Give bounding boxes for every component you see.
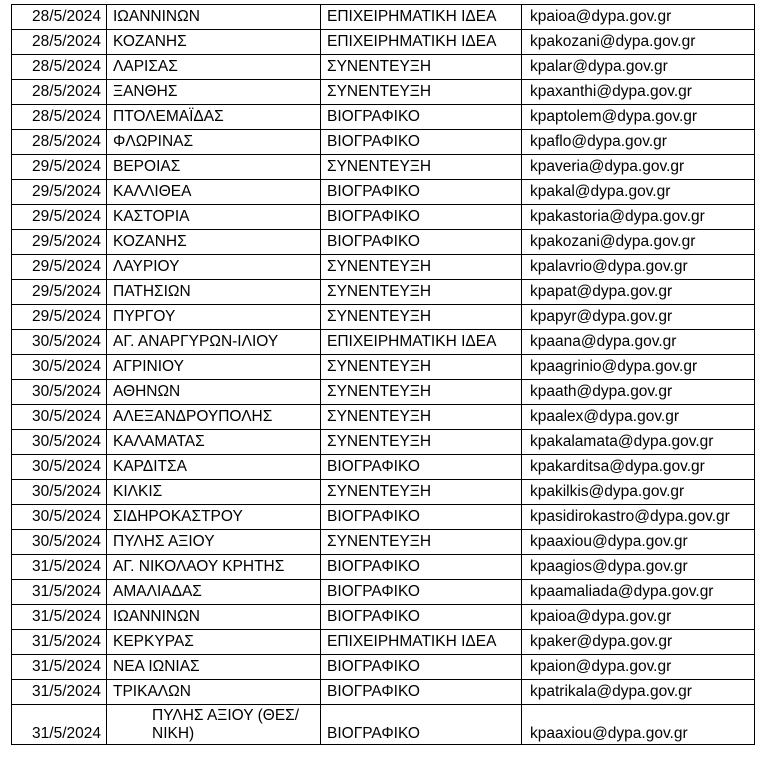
type-cell: ΒΙΟΓΡΑΦΙΚΟ: [321, 505, 522, 530]
type-cell: ΕΠΙΧΕΙΡΗΜΑΤΙΚΗ ΙΔΕΑ: [321, 630, 522, 655]
email-cell: kpaioa@dypa.gov.gr: [522, 5, 755, 30]
email-cell: kpalar@dypa.gov.gr: [522, 55, 755, 80]
office-cell: ΑΓ. ΝΙΚΟΛΑΟΥ ΚΡΗΤΗΣ: [107, 555, 321, 580]
date-cell: 29/5/2024: [12, 155, 107, 180]
email-cell: kpaflo@dypa.gov.gr: [522, 130, 755, 155]
date-cell: 31/5/2024: [12, 655, 107, 680]
office-cell: ΞΑΝΘΗΣ: [107, 80, 321, 105]
date-cell: 29/5/2024: [12, 255, 107, 280]
type-cell: ΣΥΝΕΝΤΕΥΞΗ: [321, 380, 522, 405]
table-row: [12, 655, 755, 680]
table-row: [12, 130, 755, 155]
email-cell: kpaagrinio@dypa.gov.gr: [522, 355, 755, 380]
table-row: [12, 630, 755, 655]
email-cell: kpakozani@dypa.gov.gr: [522, 30, 755, 55]
office-cell: ΑΘΗΝΩΝ: [107, 380, 321, 405]
date-cell: 28/5/2024: [12, 80, 107, 105]
office-cell: ΠΤΟΛΕΜΑΪΔΑΣ: [107, 105, 321, 130]
type-cell: ΕΠΙΧΕΙΡΗΜΑΤΙΚΗ ΙΔΕΑ: [321, 30, 522, 55]
table-row: [12, 180, 755, 205]
type-cell: ΕΠΙΧΕΙΡΗΜΑΤΙΚΗ ΙΔΕΑ: [321, 5, 522, 30]
table-row: [12, 255, 755, 280]
office-cell: ΑΓΡΙΝΙΟΥ: [107, 355, 321, 380]
date-cell: 29/5/2024: [12, 230, 107, 255]
type-cell: ΣΥΝΕΝΤΕΥΞΗ: [321, 430, 522, 455]
type-cell: ΒΙΟΓΡΑΦΙΚΟ: [321, 205, 522, 230]
office-cell: ΚΙΛΚΙΣ: [107, 480, 321, 505]
type-cell: ΣΥΝΕΝΤΕΥΞΗ: [321, 305, 522, 330]
email-cell: kpaana@dypa.gov.gr: [522, 330, 755, 355]
type-cell: ΣΥΝΕΝΤΕΥΞΗ: [321, 55, 522, 80]
date-cell: 28/5/2024: [12, 130, 107, 155]
email-cell: kpapyr@dypa.gov.gr: [522, 305, 755, 330]
date-cell: 31/5/2024: [12, 630, 107, 655]
date-cell: 29/5/2024: [12, 280, 107, 305]
office-cell: ΛΑΥΡΙΟΥ: [107, 255, 321, 280]
table-row: [12, 405, 755, 430]
table-row: [12, 355, 755, 380]
table-row: [12, 430, 755, 455]
type-cell: ΣΥΝΕΝΤΕΥΞΗ: [321, 155, 522, 180]
office-cell: ΚΕΡΚΥΡΑΣ: [107, 630, 321, 655]
date-cell: 29/5/2024: [12, 180, 107, 205]
office-cell: ΠΥΛΗΣ ΑΞΙΟΥ: [107, 530, 321, 555]
office-cell: ΛΑΡΙΣΑΣ: [107, 55, 321, 80]
type-cell: ΒΙΟΓΡΑΦΙΚΟ: [321, 580, 522, 605]
table-row: [12, 705, 755, 745]
table-row: [12, 5, 755, 30]
type-cell: ΒΙΟΓΡΑΦΙΚΟ: [321, 455, 522, 480]
email-cell: kpaamaliada@dypa.gov.gr: [522, 580, 755, 605]
table-row: [12, 305, 755, 330]
type-cell: ΒΙΟΓΡΑΦΙΚΟ: [321, 180, 522, 205]
date-cell: 30/5/2024: [12, 380, 107, 405]
office-cell: ΚΑΛΛΙΘΕΑ: [107, 180, 321, 205]
type-cell: ΒΙΟΓΡΑΦΙΚΟ: [321, 230, 522, 255]
type-cell: ΒΙΟΓΡΑΦΙΚΟ: [321, 705, 522, 745]
table-row: [12, 605, 755, 630]
table-row: [12, 80, 755, 105]
type-cell: ΣΥΝΕΝΤΕΥΞΗ: [321, 280, 522, 305]
date-cell: 28/5/2024: [12, 105, 107, 130]
type-cell: ΕΠΙΧΕΙΡΗΜΑΤΙΚΗ ΙΔΕΑ: [321, 330, 522, 355]
email-cell: kpakastoria@dypa.gov.gr: [522, 205, 755, 230]
email-cell: kpaaxiou@dypa.gov.gr: [522, 530, 755, 555]
email-cell: kpaptolem@dypa.gov.gr: [522, 105, 755, 130]
email-cell: kpaalex@dypa.gov.gr: [522, 405, 755, 430]
type-cell: ΒΙΟΓΡΑΦΙΚΟ: [321, 130, 522, 155]
date-cell: 28/5/2024: [12, 5, 107, 30]
office-cell: ΚΟΖΑΝΗΣ: [107, 30, 321, 55]
date-cell: 31/5/2024: [12, 555, 107, 580]
table-row: [12, 280, 755, 305]
date-cell: 29/5/2024: [12, 305, 107, 330]
type-cell: ΒΙΟΓΡΑΦΙΚΟ: [321, 680, 522, 705]
table-row: [12, 455, 755, 480]
schedule-table: [11, 4, 755, 745]
date-cell: 29/5/2024: [12, 205, 107, 230]
email-cell: kpakalamata@dypa.gov.gr: [522, 430, 755, 455]
office-cell: ΠΥΡΓΟΥ: [107, 305, 321, 330]
type-cell: ΣΥΝΕΝΤΕΥΞΗ: [321, 255, 522, 280]
table-row: [12, 55, 755, 80]
table-row: [12, 105, 755, 130]
date-cell: 31/5/2024: [12, 680, 107, 705]
office-cell: ΑΛΕΞΑΝΔΡΟΥΠΟΛΗΣ: [107, 405, 321, 430]
office-cell: ΣΙΔΗΡΟΚΑΣΤΡΟΥ: [107, 505, 321, 530]
table-row: [12, 680, 755, 705]
email-cell: kpaveria@dypa.gov.gr: [522, 155, 755, 180]
email-cell: kpalavrio@dypa.gov.gr: [522, 255, 755, 280]
type-cell: ΣΥΝΕΝΤΕΥΞΗ: [321, 355, 522, 380]
date-cell: 28/5/2024: [12, 30, 107, 55]
email-cell: kpaker@dypa.gov.gr: [522, 630, 755, 655]
email-cell: kpakilkis@dypa.gov.gr: [522, 480, 755, 505]
date-cell: 30/5/2024: [12, 430, 107, 455]
table-row: [12, 530, 755, 555]
office-cell: ΚΑΡΔΙΤΣΑ: [107, 455, 321, 480]
office-cell: ΙΩΑΝΝΙΝΩΝ: [107, 605, 321, 630]
office-cell: ΚΑΣΤΟΡΙΑ: [107, 205, 321, 230]
office-cell: ΦΛΩΡΙΝΑΣ: [107, 130, 321, 155]
type-cell: ΒΙΟΓΡΑΦΙΚΟ: [321, 105, 522, 130]
type-cell: ΣΥΝΕΝΤΕΥΞΗ: [321, 405, 522, 430]
email-cell: kpaaxiou@dypa.gov.gr: [522, 705, 755, 745]
table-row: [12, 155, 755, 180]
type-cell: ΣΥΝΕΝΤΕΥΞΗ: [321, 530, 522, 555]
date-cell: 30/5/2024: [12, 530, 107, 555]
office-cell: ΑΜΑΛΙΑΔΑΣ: [107, 580, 321, 605]
date-cell: 31/5/2024: [12, 580, 107, 605]
email-cell: kpaxanthi@dypa.gov.gr: [522, 80, 755, 105]
table-row: [12, 30, 755, 55]
date-cell: 30/5/2024: [12, 505, 107, 530]
schedule-sheet: [11, 4, 755, 745]
office-cell: ΙΩΑΝΝΙΝΩΝ: [107, 5, 321, 30]
date-cell: 30/5/2024: [12, 330, 107, 355]
type-cell: ΒΙΟΓΡΑΦΙΚΟ: [321, 655, 522, 680]
email-cell: kpakarditsa@dypa.gov.gr: [522, 455, 755, 480]
email-cell: kpaath@dypa.gov.gr: [522, 380, 755, 405]
type-cell: ΒΙΟΓΡΑΦΙΚΟ: [321, 605, 522, 630]
date-cell: 30/5/2024: [12, 355, 107, 380]
type-cell: ΣΥΝΕΝΤΕΥΞΗ: [321, 480, 522, 505]
office-cell: ΒΕΡΟΙΑΣ: [107, 155, 321, 180]
office-cell: ΚΑΛΑΜΑΤΑΣ: [107, 430, 321, 455]
email-cell: kpaion@dypa.gov.gr: [522, 655, 755, 680]
type-cell: ΒΙΟΓΡΑΦΙΚΟ: [321, 555, 522, 580]
table-row: [12, 330, 755, 355]
email-cell: kpaagios@dypa.gov.gr: [522, 555, 755, 580]
office-cell: ΤΡΙΚΑΛΩΝ: [107, 680, 321, 705]
table-row: [12, 205, 755, 230]
date-cell: 30/5/2024: [12, 455, 107, 480]
table-row: [12, 230, 755, 255]
office-cell: ΠΥΛΗΣ ΑΞΙΟΥ (ΘΕΣ/ΝΙΚΗ): [107, 705, 321, 745]
table-row: [12, 555, 755, 580]
date-cell: 31/5/2024: [12, 705, 107, 745]
office-cell: ΑΓ. ΑΝΑΡΓΥΡΩΝ-ΙΛΙΟΥ: [107, 330, 321, 355]
office-cell: ΚΟΖΑΝΗΣ: [107, 230, 321, 255]
office-cell: ΠΑΤΗΣΙΩΝ: [107, 280, 321, 305]
email-cell: kpatrikala@dypa.gov.gr: [522, 680, 755, 705]
table-row: [12, 480, 755, 505]
date-cell: 30/5/2024: [12, 405, 107, 430]
date-cell: 30/5/2024: [12, 480, 107, 505]
email-cell: kpapat@dypa.gov.gr: [522, 280, 755, 305]
table-row: [12, 505, 755, 530]
date-cell: 28/5/2024: [12, 55, 107, 80]
office-cell: ΝΕΑ ΙΩΝΙΑΣ: [107, 655, 321, 680]
table-row: [12, 580, 755, 605]
email-cell: kpasidirokastro@dypa.gov.gr: [522, 505, 755, 530]
table-row: [12, 380, 755, 405]
date-cell: 31/5/2024: [12, 605, 107, 630]
email-cell: kpaioa@dypa.gov.gr: [522, 605, 755, 630]
table-body: [12, 5, 755, 745]
type-cell: ΣΥΝΕΝΤΕΥΞΗ: [321, 80, 522, 105]
email-cell: kpakal@dypa.gov.gr: [522, 180, 755, 205]
email-cell: kpakozani@dypa.gov.gr: [522, 230, 755, 255]
